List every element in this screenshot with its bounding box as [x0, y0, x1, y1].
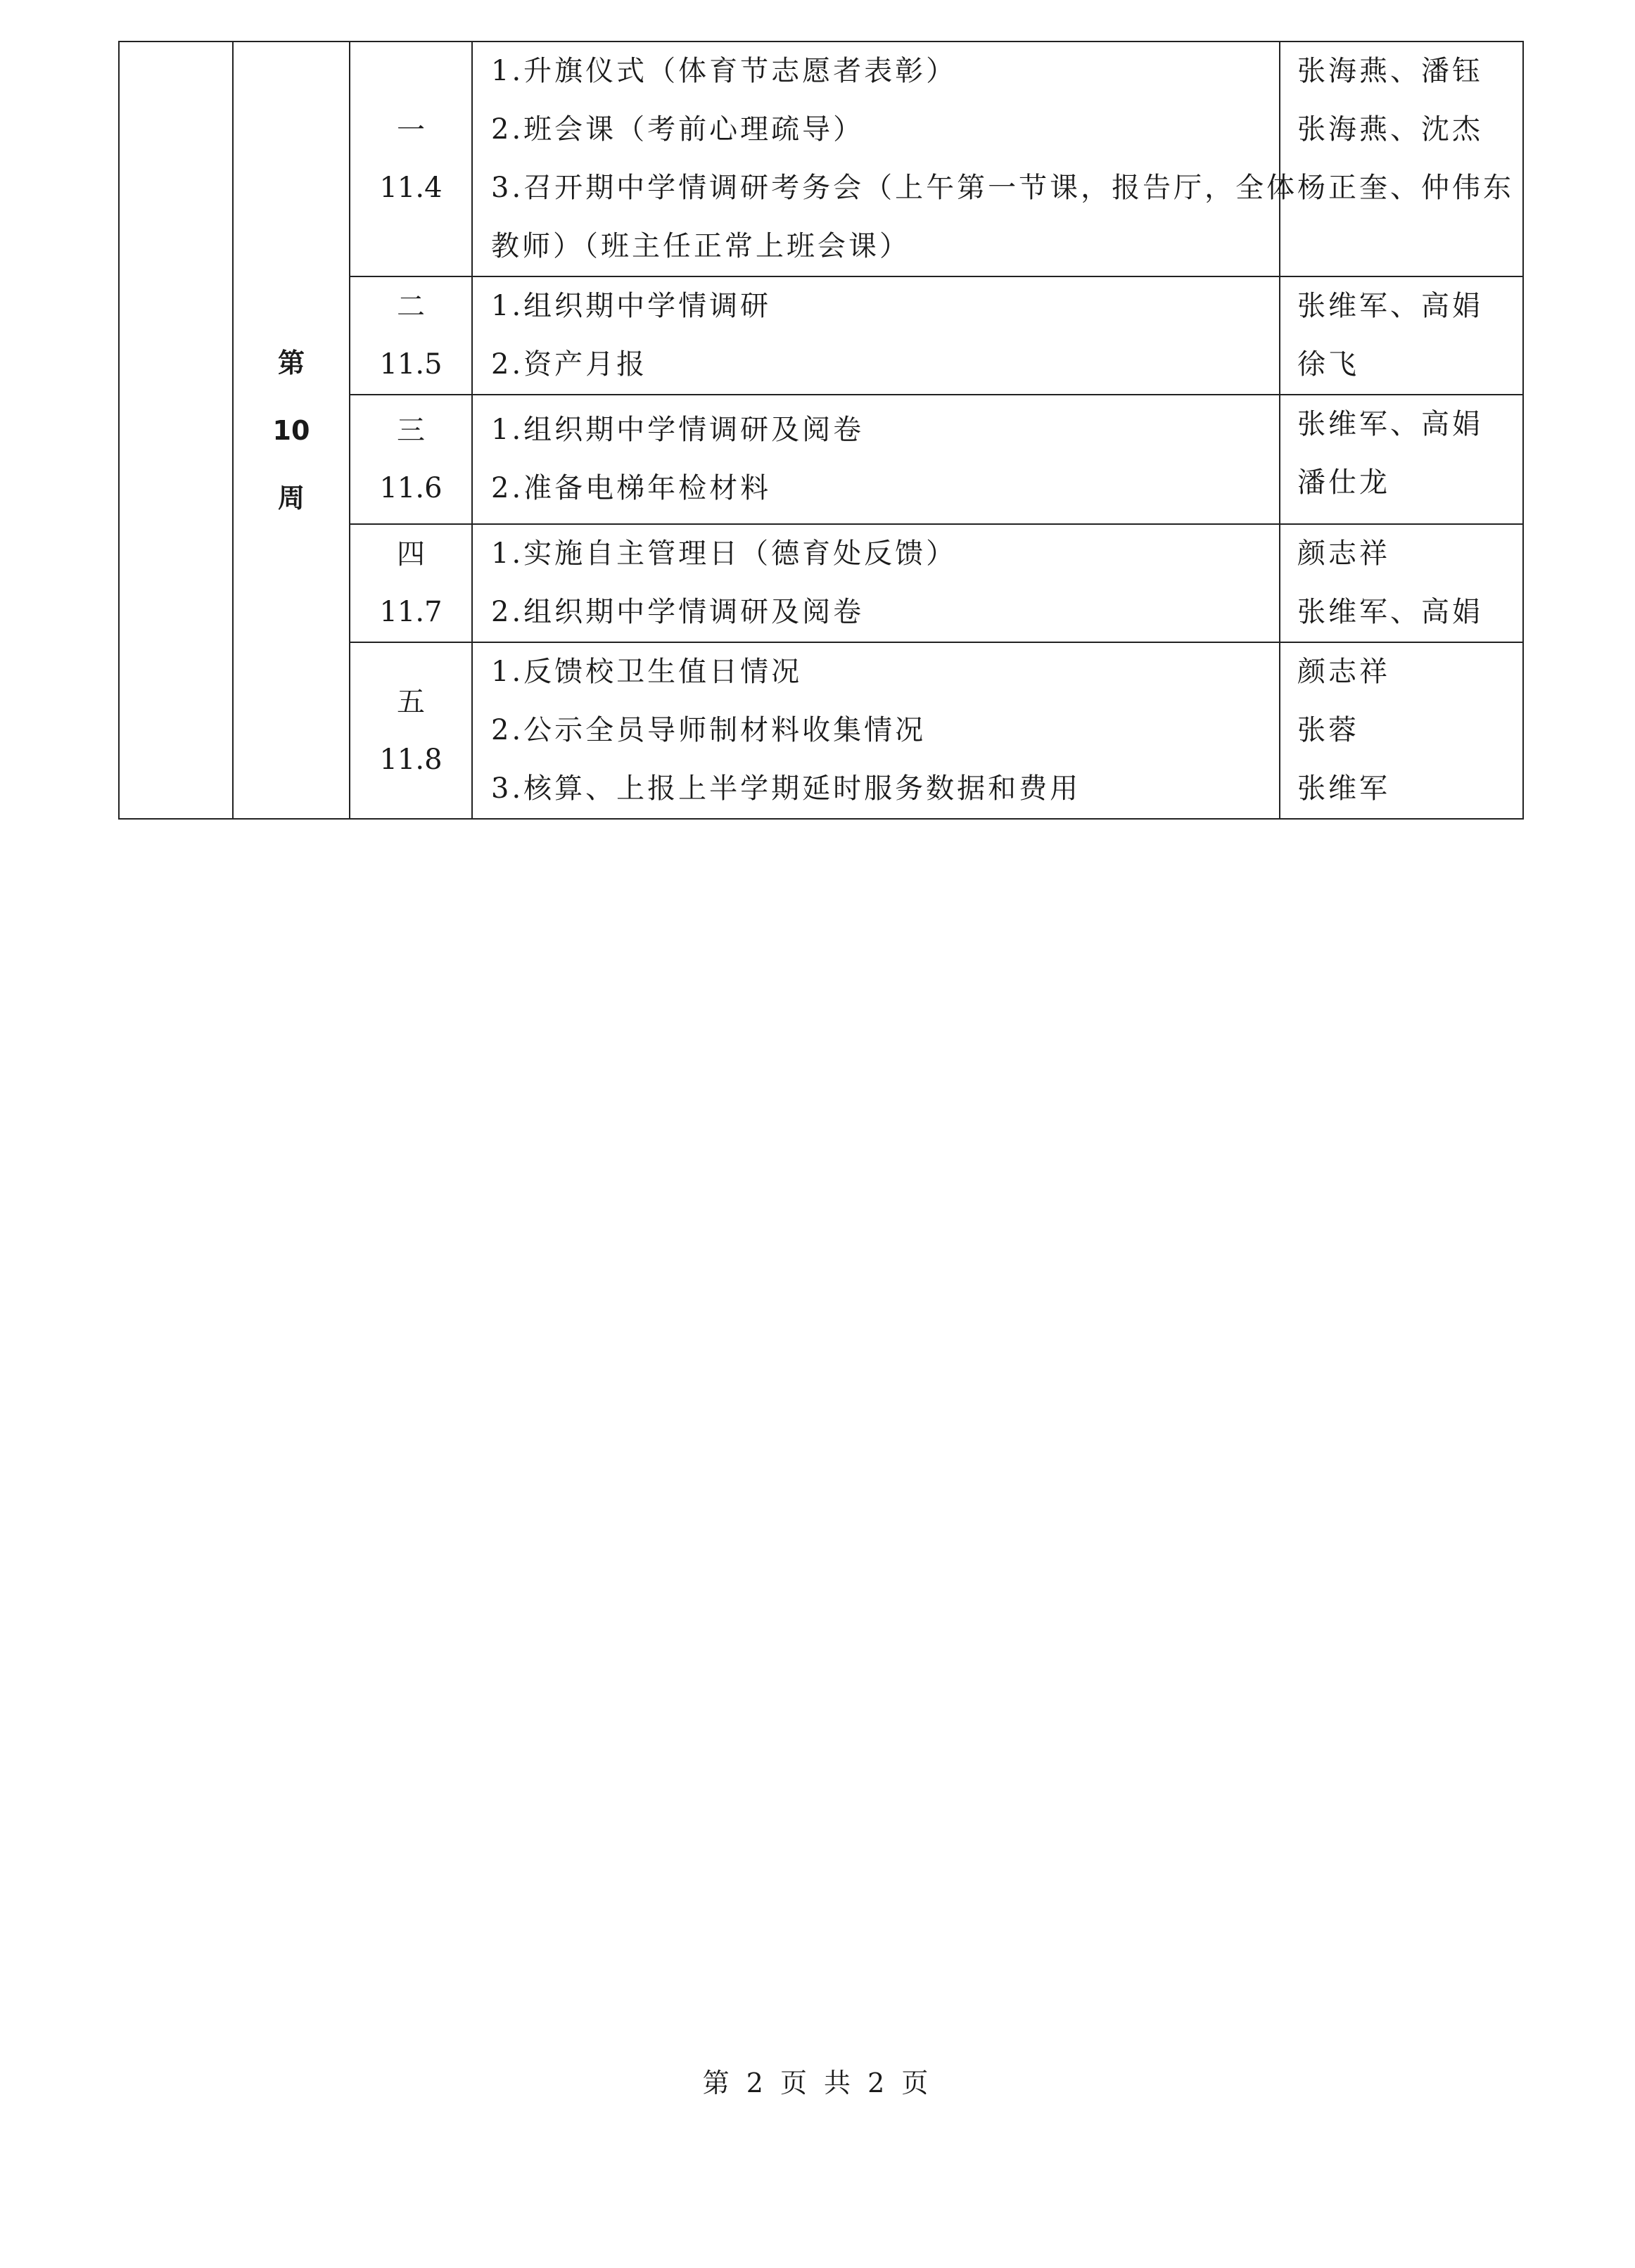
day-row: [119, 42, 1523, 276]
date: 11.5: [379, 348, 443, 381]
items-cell: [472, 642, 1280, 819]
item-line: 2.组织期中学情调研及阅卷: [491, 596, 865, 628]
person-line: 潘仕龙: [1297, 466, 1390, 499]
week-label-part: 10: [272, 414, 310, 446]
item-line: 1.反馈校卫生值日情况: [491, 656, 803, 688]
item-line: 3.召开期中学情调研考务会（上午第一节课，报告厅，全体: [491, 172, 1298, 204]
items-cell: [472, 42, 1298, 276]
items-cell: [472, 395, 1280, 524]
item-line: 1.实施自主管理日（德育处反馈）: [491, 537, 958, 570]
people-cell: [1280, 395, 1523, 524]
items-cell: [472, 524, 1280, 642]
day-cell: [350, 524, 472, 642]
date: 11.7: [379, 596, 443, 628]
weekday: 一: [397, 114, 425, 146]
person-line: 杨正奎、仲伟东: [1297, 172, 1514, 204]
weekday: 二: [397, 291, 425, 323]
blank-category-cell: [119, 42, 233, 819]
item-line: 2.资产月报: [491, 348, 648, 381]
item-line: 教师）（班主任正常上班会课）: [491, 230, 910, 262]
week-label-part: 周: [277, 482, 305, 514]
person-line: 张蓉: [1297, 714, 1359, 746]
item-line: 2.公示全员导师制材料收集情况: [491, 714, 927, 746]
person-line: 张维军、高娟: [1297, 596, 1483, 628]
person-line: 颜志祥: [1297, 656, 1390, 688]
item-line: 2.准备电梯年检材料: [491, 472, 772, 504]
item-line: 1.组织期中学情调研及阅卷: [491, 414, 865, 446]
item-line: 1.组织期中学情调研: [491, 290, 772, 322]
person-line: 张维军、高娟: [1297, 290, 1483, 322]
people-cell: [1280, 524, 1523, 642]
date: 11.8: [379, 743, 443, 776]
person-line: 张海燕、潘钰: [1297, 55, 1483, 87]
day-cell: [350, 395, 472, 524]
schedule-table: [118, 41, 1524, 820]
item-line: 3.核算、上报上半学期延时服务数据和费用: [491, 772, 1081, 805]
person-line: 张海燕、沈杰: [1297, 113, 1483, 146]
items-cell: [472, 276, 1280, 395]
day-cell: [350, 276, 472, 395]
day-cell: [350, 642, 472, 819]
page-footer: 第 2 页 共 2 页: [702, 2068, 933, 2098]
person-line: 颜志祥: [1297, 537, 1390, 570]
item-line: 2.班会课（考前心理疏导）: [491, 113, 865, 146]
person-line: 张维军: [1297, 772, 1390, 805]
person-line: 徐飞: [1297, 348, 1359, 381]
date: 11.6: [379, 472, 443, 504]
weekday: 五: [397, 685, 425, 718]
person-line: 张维军、高娟: [1297, 408, 1483, 440]
date: 11.4: [379, 172, 443, 204]
people-cell: [1280, 42, 1523, 276]
people-cell: [1280, 642, 1523, 819]
week-cell: [233, 42, 350, 819]
weekday: 三: [397, 414, 425, 447]
people-cell: [1280, 276, 1523, 395]
item-line: 1.升旗仪式（体育节志愿者表彰）: [491, 55, 958, 87]
day-cell: [350, 42, 472, 276]
week-label-part: 第: [277, 347, 305, 378]
weekday: 四: [397, 538, 425, 571]
